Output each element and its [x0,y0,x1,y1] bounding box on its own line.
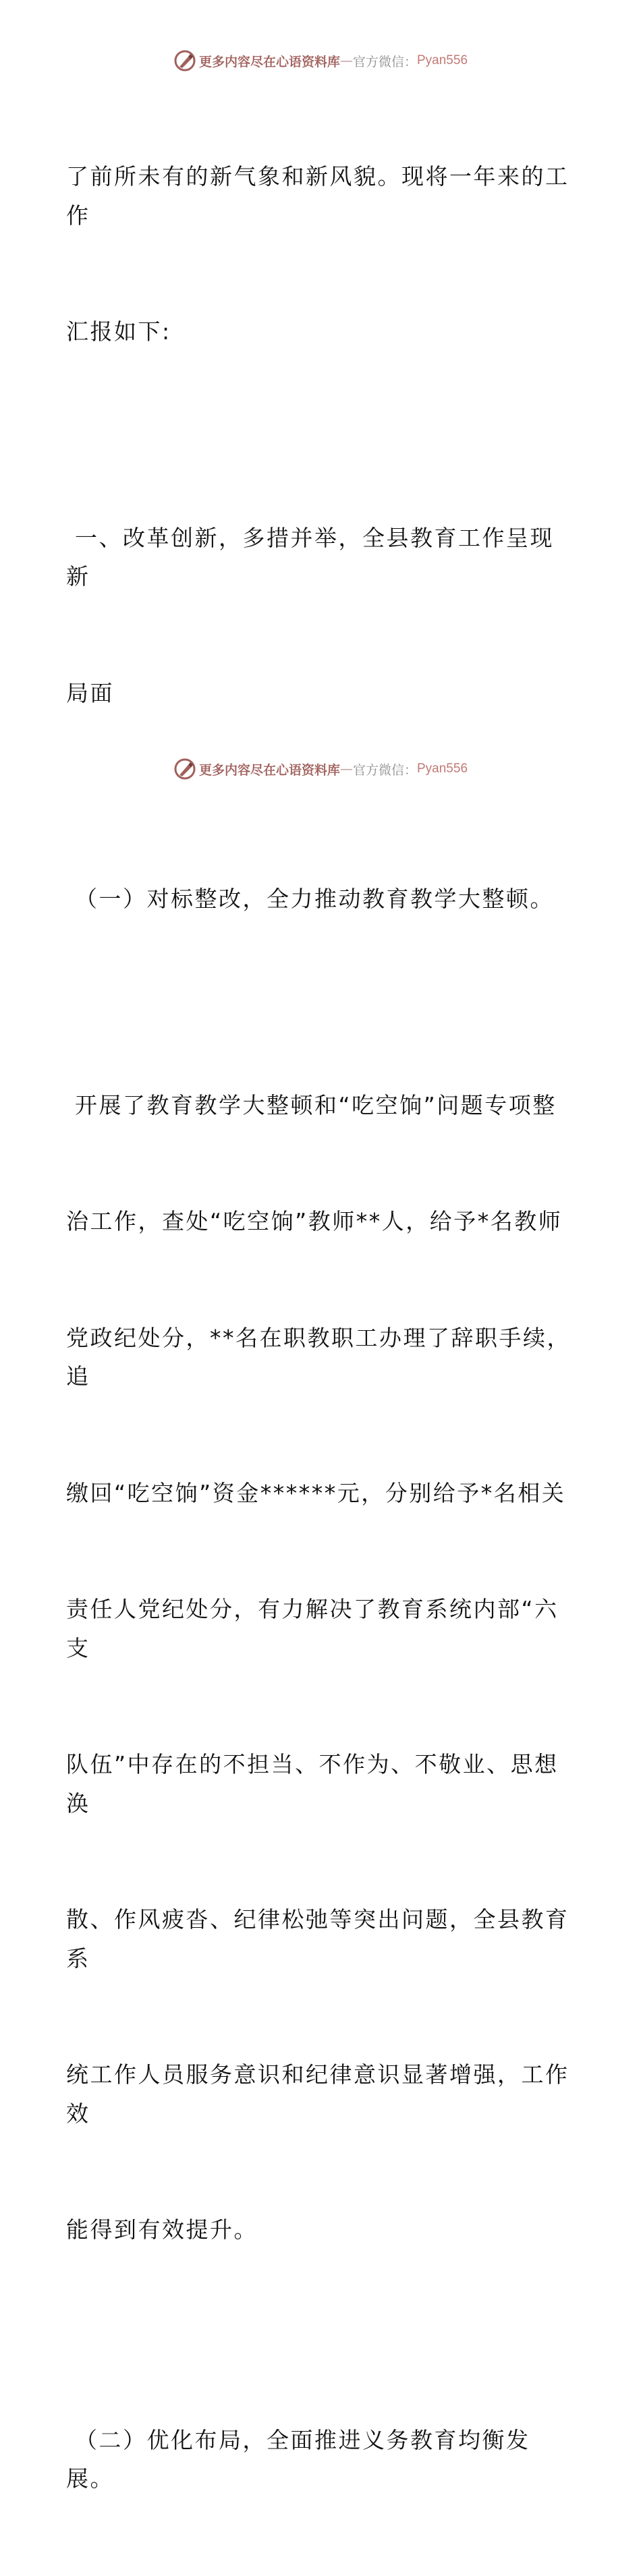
watermark-label: 官方微信： [352,762,417,778]
watermark-account: Pyan556 [417,762,468,776]
header-watermark [0,47,641,74]
subsection-heading-1 [66,802,574,996]
text-line: 缴回“吃空饷”资金******元，分别给予*名相关 [66,1479,566,1506]
fountain-pen-circle-icon [173,757,196,780]
text-line: 党政纪处分，**名在职教职工办理了辞职手续，追 [66,1324,571,1390]
watermark-account: Pyan556 [417,53,468,67]
text-line: 了前所未有的新气象和新风貌。现将一年来的工作 [66,163,569,229]
footer-watermark [0,755,641,782]
text-line: （一）对标整改，全力推动教育教学大整顿。 [66,886,554,912]
text-line: 队伍”中存在的不担当、不作为、不敬业、思想涣 [66,1751,559,1816]
text-line: 能得到有效提升。 [66,2216,258,2243]
section-heading-1 [66,441,574,791]
text-line: 一、改革创新，多措并举，全县教育工作呈现新 [66,524,554,590]
watermark-separator: — [339,762,353,776]
watermark-separator: — [339,53,353,68]
fountain-pen-circle-icon [173,49,196,72]
text-line: 统工作人员服务意识和纪律意识显著增强，工作效 [66,2061,569,2127]
text-line: 散、作风疲沓、纪律松弛等突出问题，全县教育系 [66,1906,569,1972]
text-line: 局面 [66,679,114,706]
text-line: （二）优化布局，全面推进义务教育均衡发展。 [66,2426,530,2492]
document-body [66,80,574,2576]
watermark-label: 官方微信： [352,54,417,69]
watermark-main-text: 更多内容尽在心语资料库 [198,54,340,69]
body-paragraph [66,1008,574,2327]
text-line: 责任人党纪处分，有力解决了教育系统内部“六支 [66,1596,559,1661]
subsection-heading-2 [66,2343,574,2576]
text-line: 开展了教育教学大整顿和“吃空饷”问题专项整 [66,1091,557,1118]
intro-paragraph [66,80,574,429]
watermark-main-text: 更多内容尽在心语资料库 [198,762,340,778]
text-line: 汇报如下: [66,318,171,345]
text-line: 治工作，查处“吃空饷”教师**人，给予*名教师 [66,1208,563,1234]
